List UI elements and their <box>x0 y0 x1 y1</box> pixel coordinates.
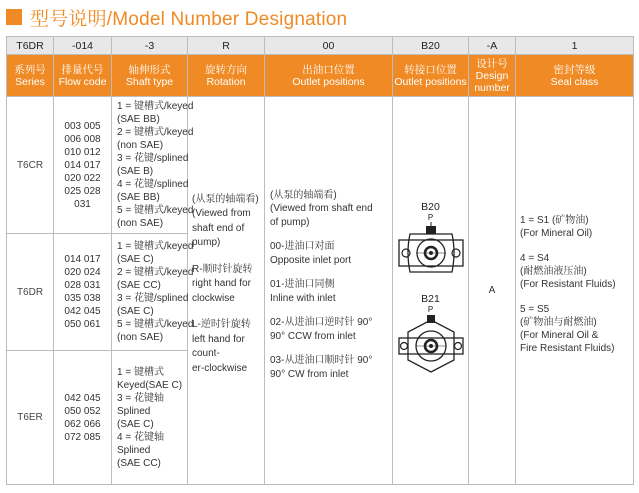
shaft-cell <box>112 351 188 485</box>
shaft-line: 4 = 花键轴 <box>117 431 164 443</box>
header-outlet <box>265 55 393 97</box>
connection-label: B21 <box>421 292 440 305</box>
flow-line: 031 <box>74 198 91 210</box>
series-cell: T6ER <box>7 351 54 485</box>
connection-label: B20 <box>421 200 440 213</box>
rotation-cell <box>188 97 265 485</box>
series-cell: T6CR <box>7 97 54 234</box>
table-row <box>7 97 634 234</box>
seal-line: Fire Resistant Fluids) <box>520 343 615 354</box>
shaft-line: (non SAE) <box>117 332 164 343</box>
seal-cell <box>516 97 634 485</box>
flow-cell <box>54 351 112 485</box>
shaft-line: 1 = 键槽式/keyed <box>117 241 194 252</box>
shaft-line: 1 = 键槽式 <box>117 366 164 378</box>
connection-b21 <box>393 293 468 381</box>
flow-line: 042 045 <box>64 392 101 404</box>
seal-line: (矿物油与耐燃油) <box>520 317 597 328</box>
flow-line: 010 012 <box>64 146 101 158</box>
shaft-line: 5 = 键槽式/keyed <box>117 205 194 216</box>
flow-line: 025 028 <box>64 185 101 197</box>
shaft-cell <box>112 234 194 351</box>
shaft-line: (non SAE) <box>117 218 164 229</box>
header-en: Flow code <box>58 75 107 88</box>
rotation-line: left hand for <box>192 333 245 345</box>
shaft-line: (SAE C) <box>117 254 154 265</box>
seal-line: 4 = S4 <box>520 253 550 264</box>
design-cell: A <box>469 97 516 485</box>
title-marker <box>6 9 22 25</box>
shaft-line: 2 = 键槽式/keyed <box>117 127 194 138</box>
flow-line: 020 024 <box>64 267 101 278</box>
header-en: Design <box>475 69 509 82</box>
header-cn: 旋转方向 <box>205 63 247 76</box>
shaft-line: 2 = 键槽式/keyed <box>117 267 194 278</box>
shaft-line: (SAE CC) <box>117 457 161 469</box>
header-seal <box>516 55 634 97</box>
header-en: number <box>474 81 510 94</box>
outlet-line: (Viewed from shaft end <box>270 203 373 215</box>
outlet-cell <box>265 97 393 485</box>
shaft-line: (SAE C) <box>117 418 154 430</box>
flow-line: 050 061 <box>64 319 101 330</box>
port-label: P <box>427 304 434 314</box>
shaft-line: Splined <box>117 405 151 417</box>
outlet-option-03 <box>270 354 387 381</box>
seal-line: (For Mineral Oil & <box>520 330 599 341</box>
rotation-line: er-clockwise <box>192 362 248 374</box>
outlet-line: 03-从进油口顺时针 90° <box>270 355 373 367</box>
header-cn: 密封等级 <box>553 63 596 76</box>
shaft-line: (SAE CC) <box>117 280 161 291</box>
header-en: Shaft type <box>125 75 174 88</box>
rotation-line: clockwise <box>192 292 235 304</box>
seal-line: 5 = S5 <box>520 304 550 315</box>
header-cn: 系列号 <box>14 63 46 76</box>
outlet-option-02 <box>270 316 387 343</box>
flow-line: 050 052 <box>64 405 101 417</box>
outlet-line: 01-进油口同侧 <box>270 279 335 291</box>
header-en: Outlet positions <box>394 75 467 88</box>
rotation-line: right hand for <box>192 278 251 290</box>
shaft-line: Splined <box>117 444 151 456</box>
outlet-line: Inline with inlet <box>270 292 336 304</box>
b21-drawing-icon <box>396 314 466 378</box>
seal-option-1 <box>520 214 629 240</box>
rotation-line: (Viewed from <box>192 208 251 220</box>
seal-line: (耐燃油液压油) <box>520 266 587 277</box>
outlet-note <box>270 189 387 230</box>
header-cn: 轴伸形式 <box>128 63 171 76</box>
flow-line: 006 008 <box>64 133 101 145</box>
shaft-line: (SAE C) <box>117 306 154 317</box>
title-bar <box>6 4 347 30</box>
rotation-line: pump) <box>192 237 221 249</box>
header-row <box>7 55 634 97</box>
rotation-note <box>192 193 260 251</box>
code-cell: 00 <box>265 37 393 55</box>
shaft-line: 3 = 花键/splined <box>117 153 189 164</box>
shaft-line: Keyed(SAE C) <box>117 379 183 391</box>
shaft-line: (SAE BB) <box>117 114 160 125</box>
outlet-line: Opposite inlet port <box>270 254 352 266</box>
outlet-option-00 <box>270 240 387 267</box>
header-connection <box>393 55 469 97</box>
shaft-line: 3 = 花键轴 <box>117 392 164 404</box>
rotation-option-l <box>192 318 260 376</box>
rotation-line: shaft end of <box>192 222 245 234</box>
shaft-cell <box>112 97 194 234</box>
header-cn: 转接口位置 <box>404 63 457 76</box>
flow-line: 028 031 <box>64 280 101 291</box>
header-en: Rotation <box>206 75 246 88</box>
seal-line: 1 = S1 (矿物油) <box>520 215 589 226</box>
outlet-option-01 <box>270 278 387 305</box>
flow-line: 035 038 <box>64 293 101 304</box>
model-designation-table <box>6 36 634 485</box>
header-en: Seal class <box>550 75 599 88</box>
connection-cell <box>393 97 469 485</box>
header-cn: 设计号 <box>476 57 508 70</box>
page-title: 型号说明/Model Number Designation <box>30 8 348 30</box>
flow-line: 014 017 <box>64 254 101 265</box>
header-cn: 排量代号 <box>61 63 104 76</box>
rotation-line: (从泵的轴端看) <box>192 193 259 205</box>
shaft-line: (SAE B) <box>117 166 154 177</box>
code-cell: -014 <box>54 37 112 55</box>
flow-cell <box>54 97 112 234</box>
rotation-line: L-逆时针旋转 <box>192 319 251 331</box>
shaft-line: 4 = 花键/splined <box>117 179 189 190</box>
flow-line: 014 017 <box>64 159 101 171</box>
header-rotation <box>188 55 265 97</box>
rotation-line: count- <box>192 348 220 360</box>
flow-line: 062 066 <box>64 418 101 430</box>
code-cell: R <box>188 37 265 55</box>
shaft-line: 1 = 键槽式/keyed <box>117 101 194 112</box>
header-en: Outlet positions <box>292 75 365 88</box>
series-cell: T6DR <box>7 234 54 351</box>
code-cell: 1 <box>516 37 634 55</box>
header-flow <box>54 55 112 97</box>
code-row <box>7 37 634 55</box>
code-cell: -A <box>469 37 516 55</box>
outlet-line: 00-进油口对面 <box>270 241 335 253</box>
outlet-line: 90° CCW from inlet <box>270 330 356 342</box>
outlet-line: 90° CW from inlet <box>270 368 349 380</box>
b20-drawing-icon <box>396 222 466 280</box>
header-series <box>7 55 54 97</box>
port-label: P <box>427 212 434 222</box>
outlet-line: 02-从进油口逆时针 90° <box>270 317 373 329</box>
shaft-line: (non SAE) <box>117 140 164 151</box>
header-shaft <box>112 55 188 97</box>
code-cell: -3 <box>112 37 188 55</box>
header-en: Series <box>15 75 45 88</box>
header-design <box>469 55 516 97</box>
seal-option-4 <box>520 252 629 291</box>
flow-line: 003 005 <box>64 120 101 132</box>
shaft-line: 5 = 键槽式/keyed <box>117 319 194 330</box>
shaft-line: 3 = 花键/splined <box>117 293 189 304</box>
flow-line: 020 022 <box>64 172 101 184</box>
outlet-line: of pump) <box>270 216 310 228</box>
seal-line: (For Resistant Fluids) <box>520 279 616 290</box>
rotation-option-r <box>192 263 260 307</box>
seal-line: (For Mineral Oil) <box>520 228 593 239</box>
shaft-line: (SAE BB) <box>117 192 160 203</box>
rotation-line: R-顺时针旋转 <box>192 263 253 275</box>
seal-option-5 <box>520 303 629 355</box>
code-cell: T6DR <box>7 37 54 55</box>
header-cn: 出油口位置 <box>302 63 355 76</box>
flow-line: 042 045 <box>64 306 101 317</box>
flow-cell <box>54 234 112 351</box>
flow-line: 072 085 <box>64 431 101 443</box>
outlet-line: (从泵的轴端看) <box>270 189 337 201</box>
connection-b20 <box>393 201 468 283</box>
code-cell: B20 <box>393 37 469 55</box>
